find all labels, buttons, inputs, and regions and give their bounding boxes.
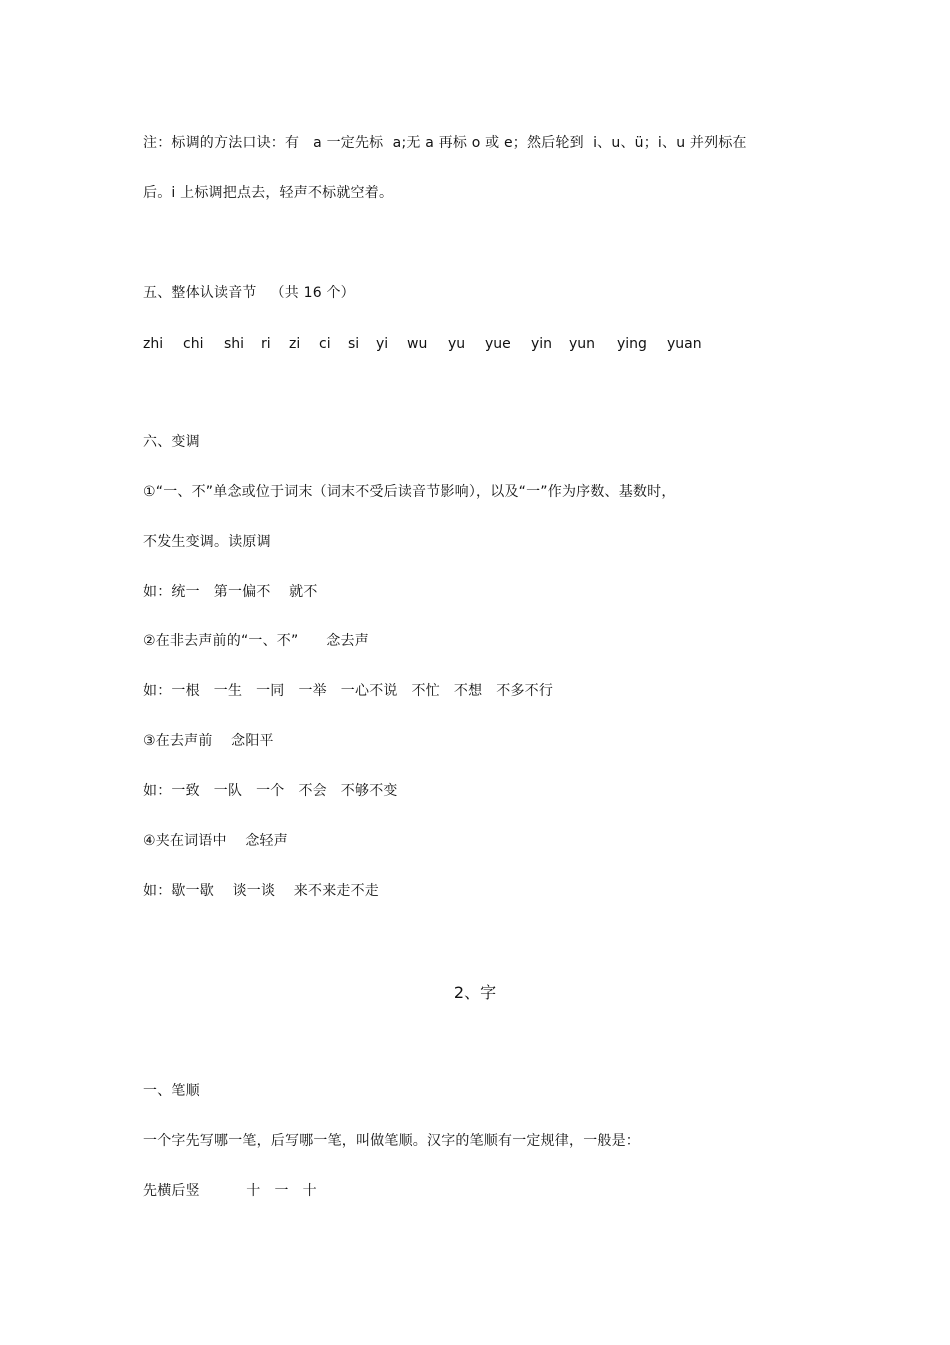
syllable: yu	[448, 336, 466, 352]
syllable: ri	[261, 336, 271, 352]
section-5-title: 五、整体认读音节 （共 16 个）	[143, 285, 355, 301]
syllable: yin	[531, 336, 553, 352]
syllable: wu	[407, 336, 428, 352]
syllable: shi	[224, 336, 245, 352]
syllable: zi	[289, 336, 301, 352]
chapter-2-title: 2、字	[453, 983, 497, 1002]
syllable: si	[348, 336, 360, 352]
rule-3: ③在去声前 念阳平	[143, 733, 274, 749]
rule-1-example: 如：统一 第一偏不 就不	[143, 584, 318, 600]
syllable: yue	[485, 336, 511, 352]
syllable: zhi	[143, 336, 164, 352]
syllable-list	[143, 335, 763, 353]
section-6-title: 六、变调	[143, 434, 200, 450]
rule-3-example: 如：一致 一队 一个 不会 不够不变	[143, 783, 398, 799]
rule-4: ④夹在词语中 念轻声	[143, 833, 288, 849]
stroke-rule-1: 先横后竖 十 一 十	[143, 1183, 317, 1199]
rule-4-example: 如：歇一歇 谈一谈 来不来走不走	[143, 883, 380, 899]
rule-1-line-2: 不发生变调。读原调	[143, 534, 271, 550]
tone-marking-note-line-2: 后。i 上标调把点去，轻声不标就空着。	[143, 185, 394, 201]
syllable: ci	[319, 336, 331, 352]
syllable: yi	[376, 336, 389, 352]
rule-2-example: 如：一根 一生 一同 一举 一心不说 不忙 不想 不多不行	[143, 683, 554, 699]
syllable: ying	[617, 336, 647, 352]
strokes-section-title: 一、笔顺	[143, 1083, 200, 1099]
syllable: chi	[183, 336, 204, 352]
rule-2: ②在非去声前的“一、不” 念去声	[143, 633, 369, 649]
strokes-intro: 一个字先写哪一笔，后写哪一笔，叫做笔顺。汉字的笔顺有一定规律，一般是：	[143, 1133, 640, 1149]
tone-marking-note-line-1: 注：标调的方法口诀：有 a 一定先标 a;无 a 再标 o 或 e；然后轮到 i、u、ü；i、u 并列标在	[143, 135, 747, 151]
syllable: yun	[569, 336, 596, 352]
syllable: yuan	[667, 336, 702, 352]
rule-1-line-1: ①“一、不”单念或位于词末（词末不受后读音节影响），以及“一”作为序数、基数时，	[143, 484, 676, 500]
